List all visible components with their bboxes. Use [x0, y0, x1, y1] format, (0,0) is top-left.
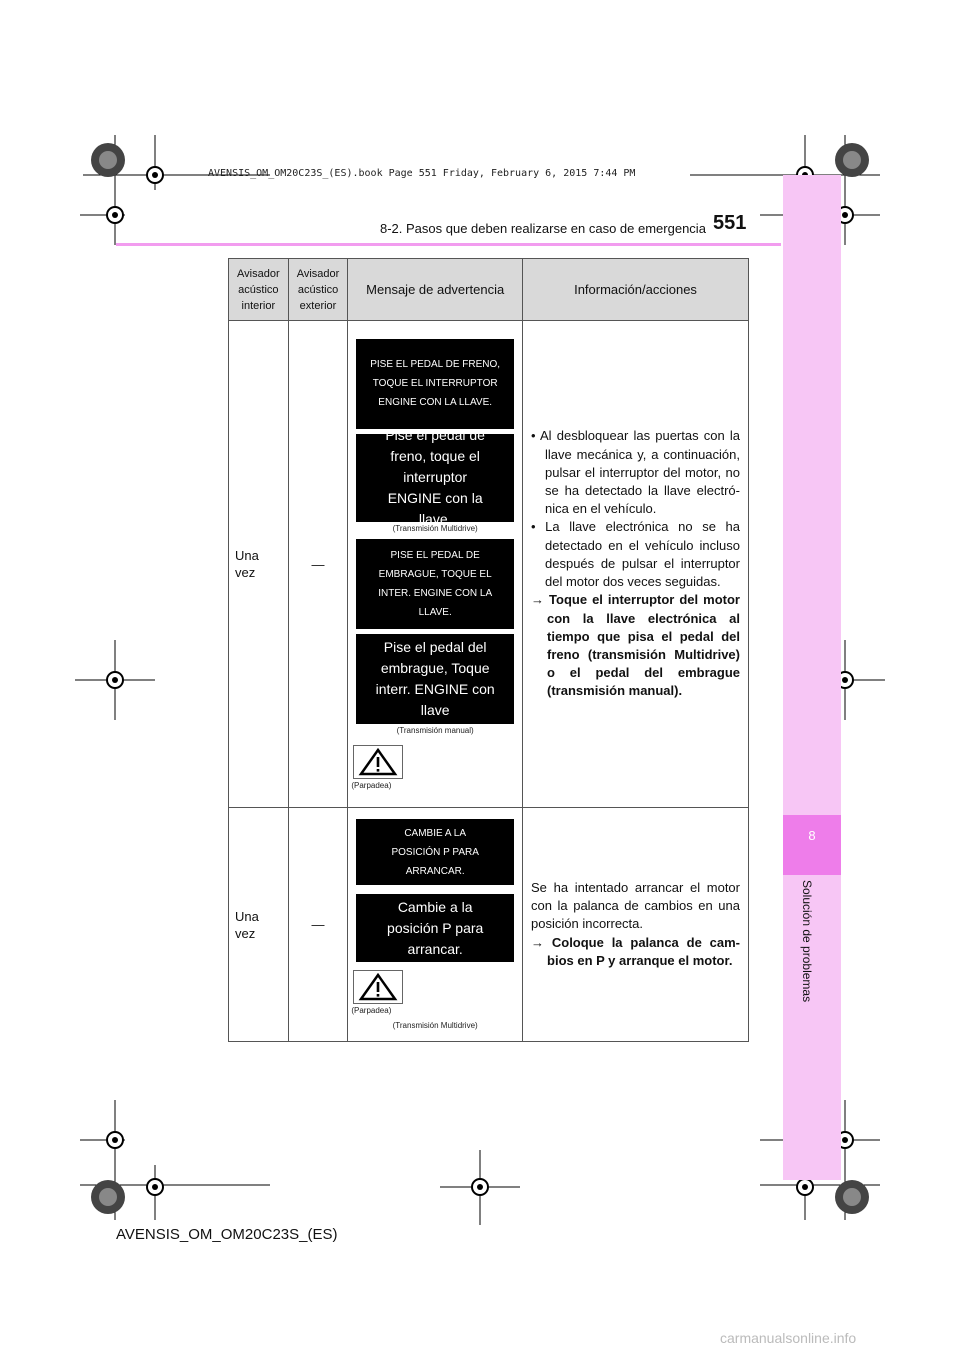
warning-icon-block	[348, 970, 522, 1015]
message-caption: (Transmisión manual)	[396, 725, 474, 735]
book-info-line: AVENSIS_OM_OM20C23S_(ES).book Page 551 Friday, February 6, 2015 7:44 PM	[208, 168, 636, 179]
message-caption: (Transmisión Multidrive)	[392, 523, 478, 533]
warning-message-table	[228, 258, 749, 1042]
message-display: CAMBIE A LA POSICIÓN P PARA ARRANCAR.	[356, 819, 514, 885]
warning-message-cell	[348, 321, 523, 808]
info-bullet: • Al desbloquear las puertas con la llave mecánica y, a continuación, pulsar el interruptor del motor, no se ha detectado la llave electró- nica en el vehículo.	[531, 428, 740, 517]
interior-buzzer-value: Una vez	[235, 908, 259, 941]
chapter-label: Solución de problemas	[800, 880, 814, 1003]
action-text: → Toque el interruptor del motor con la llave electrónica al tiempo que pisa el pedal del freno (transmisión Multidrive) o el pedal del embrague (transmisión manual).	[531, 592, 740, 699]
interior-buzzer-cell	[229, 808, 289, 1042]
warning-triangle-icon	[353, 745, 403, 779]
message-caption: (Transmisión Multidrive)	[392, 1021, 478, 1030]
header-rule	[116, 243, 781, 246]
document-footer: AVENSIS_OM_OM20C23S_(ES)	[116, 1226, 338, 1243]
message-display: PISE EL PEDAL DE FRENO, TOQUE EL INTERRUPTOR ENGINE CON LA LLAVE.	[356, 339, 514, 429]
message-display: Cambie a la posición P para arrancar.	[356, 894, 514, 962]
message-display: Pise el pedal de freno, toque el interruptor ENGINE con la llave.	[356, 434, 514, 522]
exterior-buzzer-cell: —	[288, 808, 348, 1042]
icon-caption: (Parpadea)	[351, 1006, 392, 1015]
interior-buzzer-value: Una vez	[235, 548, 259, 580]
chapter-tab-highlight	[783, 815, 841, 875]
table-header-row	[229, 259, 749, 321]
info-actions-cell	[523, 321, 749, 808]
header-warning-message: Mensaje de advertencia	[348, 259, 523, 321]
info-bullet: • La llave electrónica no se ha detectado en el vehículo incluso después de pulsar el interruptor del motor dos veces seguidas.	[531, 519, 740, 590]
header-interior-buzzer: Avisador acústico interior	[229, 259, 289, 321]
message-display: PISE EL PEDAL DE EMBRAGUE, TOQUE EL INTER. ENGINE CON LA LLAVE.	[356, 539, 514, 629]
table-row	[229, 808, 749, 1042]
warning-message-cell	[348, 808, 523, 1042]
interior-buzzer-cell	[229, 321, 289, 808]
warning-triangle-icon	[353, 970, 403, 1004]
exterior-buzzer-cell: —	[288, 321, 348, 808]
icon-caption: (Parpadea)	[351, 780, 392, 790]
info-text: Se ha intentado arrancar el motor con la palanca de cambios en una posición incorrecta.	[531, 879, 740, 932]
chapter-tab	[783, 175, 841, 1180]
chapter-label-wrap	[800, 880, 820, 1003]
warning-icon-block	[348, 745, 522, 790]
page-number: 551	[713, 212, 747, 234]
table-row	[229, 321, 749, 808]
header-info-actions: Información/acciones	[523, 259, 749, 321]
header-exterior-buzzer: Avisador acústico exterior	[288, 259, 348, 321]
info-actions-cell	[523, 808, 749, 1042]
action-text: → Coloque la palanca de cam- bios en P y arranque el motor.	[531, 934, 740, 968]
site-watermark: carmanualsonline.info	[720, 1330, 857, 1346]
message-display: Pise el pedal del embrague, Toque interr. ENGINE con llave	[356, 634, 514, 724]
chapter-number: 8	[808, 828, 816, 843]
section-title: 8-2. Pasos que deben realizarse en caso de emergencia	[380, 221, 706, 236]
